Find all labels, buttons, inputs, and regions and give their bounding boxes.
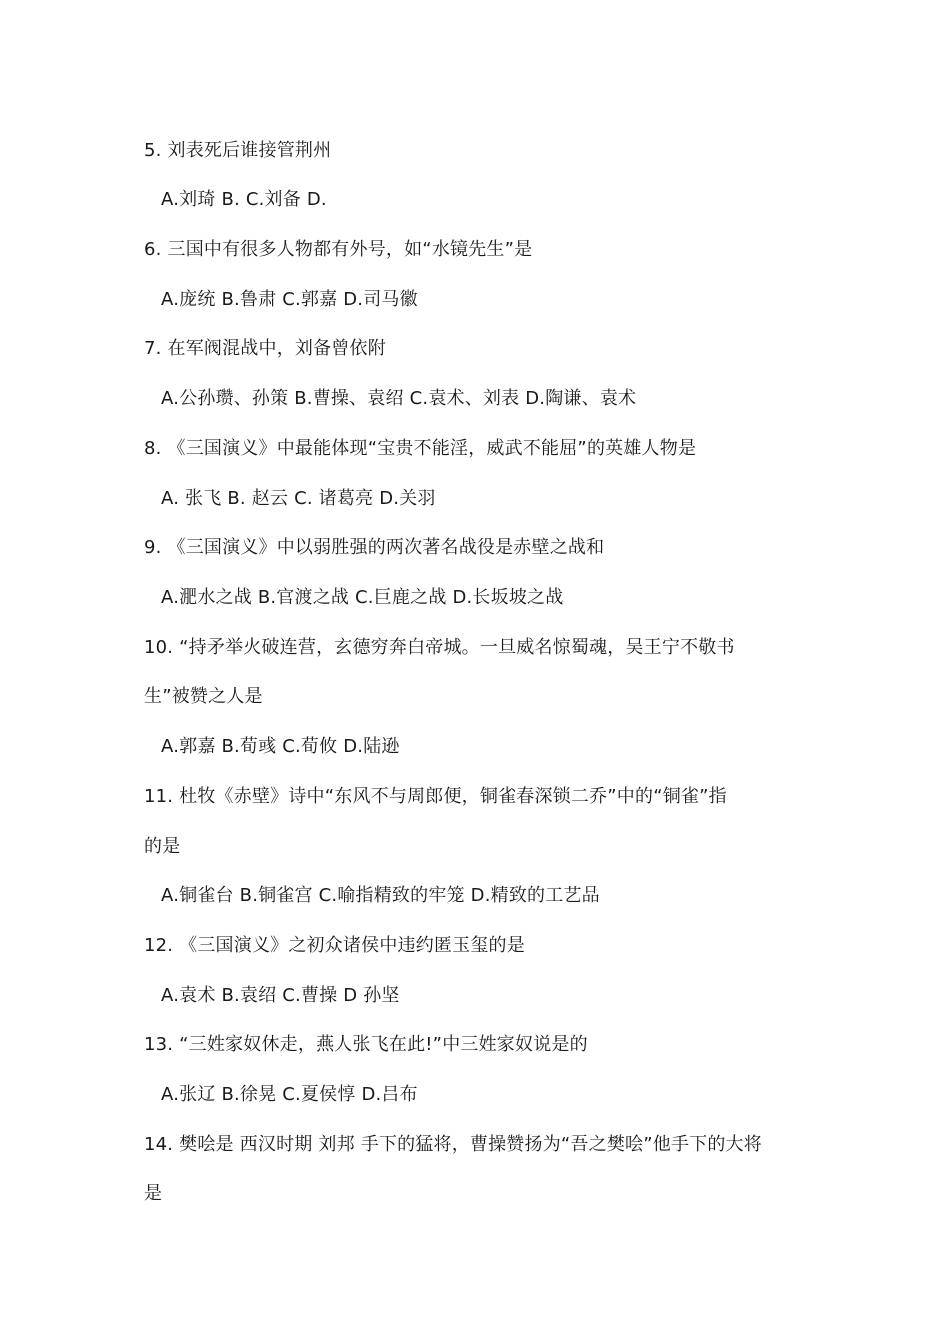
question-5: 5. 刘表死后谁接管荆州 bbox=[144, 140, 332, 161]
question-14: 14. 樊哙是 西汉时期 刘邦 手下的猛将，曹操赞扬为“吾之樊哙”他手下的大将 bbox=[144, 1134, 762, 1155]
question-10-cont: 生”被赞之人是 bbox=[144, 686, 263, 707]
question-8: 8. 《三国演义》中最能体现“宝贵不能淫，威武不能屈”的英雄人物是 bbox=[144, 438, 697, 459]
options-5: A.刘琦 B. C.刘备 D. bbox=[161, 189, 327, 210]
question-13: 13. “三姓家奴休走，燕人张飞在此!”中三姓家奴说是的 bbox=[144, 1034, 588, 1055]
options-12: A.袁术 B.袁绍 C.曹操 D 孙坚 bbox=[161, 985, 400, 1006]
question-6: 6. 三国中有很多人物都有外号，如“水镜先生”是 bbox=[144, 239, 533, 260]
options-6: A.庞统 B.鲁肃 C.郭嘉 D.司马徽 bbox=[161, 289, 418, 310]
question-9: 9. 《三国演义》中以弱胜强的两次著名战役是赤壁之战和 bbox=[144, 537, 605, 558]
options-13: A.张辽 B.徐晃 C.夏侯惇 D.吕布 bbox=[161, 1084, 418, 1105]
question-14-cont: 是 bbox=[144, 1183, 163, 1204]
question-10: 10. “持矛举火破连营，玄德穷奔白帝城。一旦威名惊蜀魂，吴王宁不敬书 bbox=[144, 637, 735, 658]
question-11: 11. 杜牧《赤壁》诗中“东风不与周郎便，铜雀春深锁二乔”中的“铜雀”指 bbox=[144, 786, 727, 807]
options-10: A.郭嘉 B.荀彧 C.荀攸 D.陆逊 bbox=[161, 736, 400, 757]
options-9: A.淝水之战 B.官渡之战 C.巨鹿之战 D.长坂坡之战 bbox=[161, 587, 564, 608]
options-7: A.公孙瓒、孙策 B.曹操、袁绍 C.袁术、刘表 D.陶谦、袁术 bbox=[161, 388, 637, 409]
options-8: A. 张飞 B. 赵云 C. 诸葛亮 D.关羽 bbox=[161, 488, 436, 509]
question-11-cont: 的是 bbox=[144, 836, 181, 857]
question-7: 7. 在军阀混战中，刘备曾依附 bbox=[144, 338, 386, 359]
question-12: 12. 《三国演义》之初众诸侯中违约匿玉玺的是 bbox=[144, 935, 525, 956]
options-11: A.铜雀台 B.铜雀宫 C.喻指精致的牢笼 D.精致的工艺品 bbox=[161, 885, 600, 906]
